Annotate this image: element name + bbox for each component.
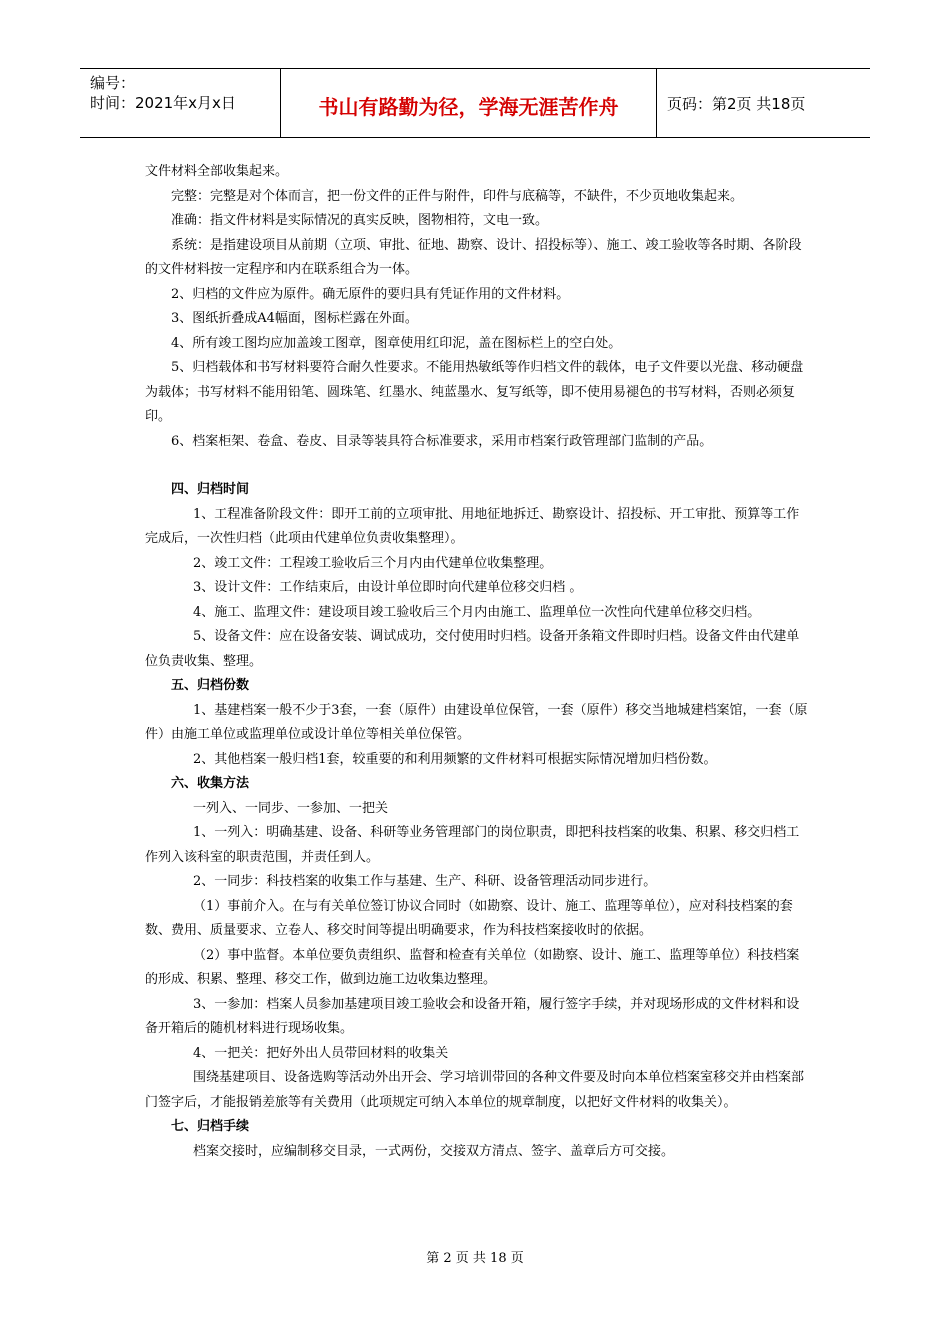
paragraph: 1、工程准备阶段文件：即开工前的立项审批、用地征地拆迁、勘察设计、招投标、开工审批、预算等工作完成后，一次性归档（此项由代建单位负责收集整理）。 [145,506,800,546]
blank-line [145,454,810,478]
paragraph: 准确：指文件材料是实际情况的真实反映，图物相符，文电一致。 [171,213,549,228]
paragraph: 一列入、一同步、一参加、一把关 [193,800,389,816]
paragraph: 1、基建档案一般不少于3套，一套（原件）由建设单位保管，一套（原件）移交当地城建档案馆，一套（原件）由施工单位或监理单位或设计单位等相关单位保管。 [145,702,808,742]
header-page-label: 页码：第2页 共18页 [667,94,806,113]
paragraph: 4、一把关：把好外出人员带回材料的收集关 [193,1045,449,1061]
document-time-label: 时间：2021年x月x日 [90,94,236,112]
paragraph: 4、所有竣工图均应加盖竣工图章，图章使用红印泥，盖在图标栏上的空白处。 [171,335,622,351]
section-heading: 六、收集方法 [171,776,250,791]
paragraph: 4、施工、监理文件：建设项目竣工验收后三个月内由施工、监理单位一次性向代建单位移交归档。 [193,604,761,620]
paragraph: 1、一列入：明确基建、设备、科研等业务管理部门的岗位职责，即把科技档案的收集、积累、移交归档工作列入该科室的职责范围，并责任到人。 [145,825,800,865]
section-heading: 五、归档份数 [171,678,250,693]
paragraph: 5、归档载体和书写材料要符合耐久性要求。不能用热敏纸等作归档文件的载体，电子文件要以光盘、移动硬盘为载体；书写材料不能用铅笔、圆珠笔、红墨水、纯蓝墨水、复写纸等，即不使用易褪色的书写材料，否则必须复印。 [145,360,804,424]
paragraph: 5、设备文件：应在设备安装、调试成功，交付使用时归档。设备开条箱文件即时归档。设备文件由代建单位负责收集、整理。 [145,629,800,669]
page-header [80,68,870,138]
paragraph: 系统：是指建设项目从前期（立项、审批、征地、勘察、设计、招投标等）、施工、竣工验收等各时期、各阶段的文件材料按一定程序和内在联系组合为一体。 [145,237,802,277]
paragraph: 3、设计文件：工作结束后，由设计单位即时向代建单位移交归档 。 [193,580,583,595]
page-footer: 第 2 页 共 18 页 [426,1251,524,1266]
paragraph: 完整：完整是对个体而言，把一份文件的正件与附件，印件与底稿等，不缺件，不少页地收集起来。 [171,188,744,204]
paragraph: 2、其他档案一般归档1套，较重要的和利用频繁的文件材料可根据实际情况增加归档份数。 [193,751,717,767]
paragraph: 2、竣工文件：工程竣工验收后三个月内由代建单位收集整理。 [193,555,553,571]
header-left-cell [80,69,281,137]
document-number-label: 编号： [90,74,136,92]
section-heading: 四、归档时间 [171,482,250,497]
paragraph: （2）事中监督。本单位要负责组织、监督和检查有关单位（如勘察、设计、施工、监理等单位）科技档案的形成、积累、整理、移交工作，做到边施工边收集边整理。 [145,947,800,987]
paragraph: 6、档案柜架、卷盒、卷皮、目录等装具符合标准要求，采用市档案行政管理部门监制的产品。 [171,433,713,449]
paragraph: 3、一参加：档案人员参加基建项目竣工验收会和设备开箱，履行签字手续，并对现场形成的文件材料和设备开箱后的随机材料进行现场收集。 [145,996,800,1036]
paragraph: 围绕基建项目、设备选购等活动外出开会、学习培训带回的各种文件要及时向本单位档案室移交并由档案部门签字后，才能报销差旅等有关费用（此项规定可纳入本单位的规章制度，以把好文件材料的收集关）。 [145,1070,805,1110]
document-body [145,160,810,1164]
paragraph: 2、归档的文件应为原件。确无原件的要归具有凭证作用的文件材料。 [171,286,570,302]
header-motto: 书山有路勤为径，学海无涯苦作舟 [281,69,657,137]
paragraph: 3、图纸折叠成A4幅面，图标栏露在外面。 [171,311,418,326]
paragraph: 文件材料全部收集起来。 [145,164,289,179]
paragraph: 档案交接时，应编制移交目录，一式两份，交接双方清点、签字、盖章后方可交接。 [193,1143,675,1159]
paragraph: （1）事前介入。在与有关单位签订协议合同时（如勘察、设计、施工、监理等单位），应对科技档案的套数、费用、质量要求、立卷人、移交时间等提出明确要求，作为科技档案接收时的依据。 [145,898,793,938]
section-heading: 七、归档手续 [171,1119,250,1134]
paragraph: 2、一同步：科技档案的收集工作与基建、生产、科研、设备管理活动同步进行。 [193,874,657,889]
